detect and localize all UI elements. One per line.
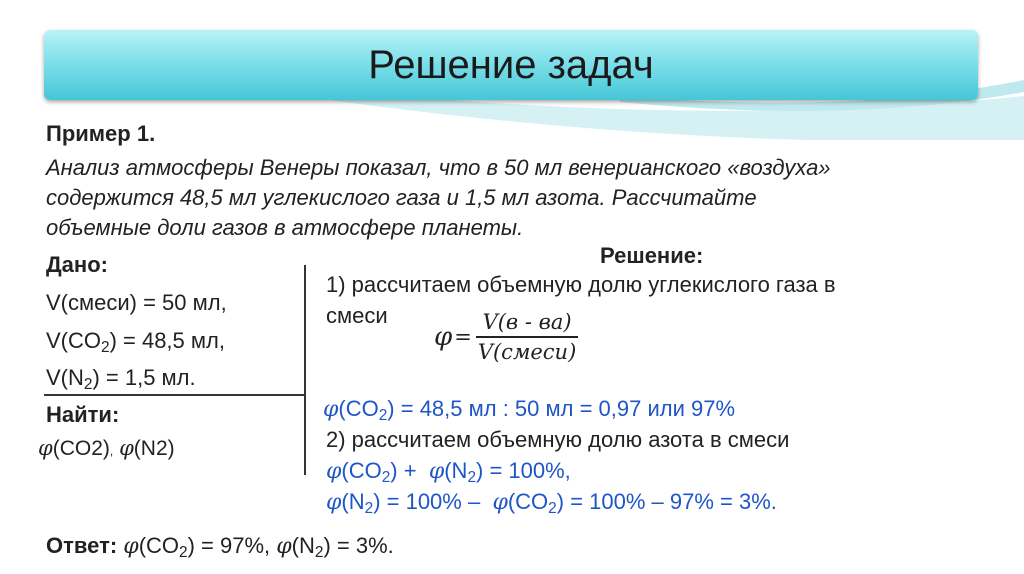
answer-label: Ответ:	[46, 533, 118, 558]
volume-fraction-formula	[434, 310, 578, 364]
title-bar	[44, 30, 978, 100]
problem-line-3: объемные доли газов в атмосфере планеты.	[46, 215, 524, 240]
formula-denominator: V(смеси)	[477, 340, 577, 364]
formula-phi: φ	[434, 322, 453, 352]
solution-step1-line2: смеси	[326, 303, 388, 328]
table-vertical-divider	[304, 265, 306, 475]
solution-calc-co2: $\varphi(CO_2) = 48,5$ мл : 50 мл = 0,97 или 97%	[323, 396, 736, 424]
solution-n2-result: $\varphi(N_2) = 100\% - \varphi(CO_2) = 100\% - 97\% = 3\%$.	[326, 489, 777, 517]
solution-label: Решение:	[600, 243, 704, 268]
find-label: Найти:	[46, 402, 120, 427]
given-n2: $V(N_2) = 1,5$ мл.	[46, 365, 196, 393]
phi-symbol: φ	[38, 436, 53, 460]
problem-line-2: содержится 48,5 мл углекислого газа и 1,5 мл азота. Рассчитайте	[46, 185, 757, 210]
answer-line: Ответ: $\varphi(CO_2) = 97\%$, $\varphi(N_2) = 3\%$.	[46, 533, 394, 561]
solution-step1-line1: 1) рассчитаем объемную долю углекислого газа в	[326, 272, 836, 297]
problem-line-1: Анализ атмосферы Венеры показал, что в 50 мл венерианского «воздуха»	[46, 155, 831, 180]
given-label: Дано:	[46, 252, 108, 277]
find-values: φ(CO2), φ(N2)	[38, 436, 175, 460]
solution-step2: 2) рассчитаем объемную долю азота в смеси	[326, 427, 790, 452]
table-horizontal-divider	[44, 394, 306, 396]
formula-numerator: V(в - ва)	[476, 310, 578, 338]
solution-sum: $\varphi(CO_2) + \varphi(N_2) = 100\%$,	[326, 458, 571, 486]
given-co2: $V(CO_2) = 48,5$ мл,	[46, 328, 225, 356]
slide-title: Решение задач	[368, 42, 654, 87]
formula-equals: =	[454, 325, 472, 349]
given-mix: V(смеси) = 50 мл,	[46, 290, 227, 315]
phi-symbol: φ	[119, 436, 134, 460]
example-label: Пример 1.	[46, 121, 156, 146]
